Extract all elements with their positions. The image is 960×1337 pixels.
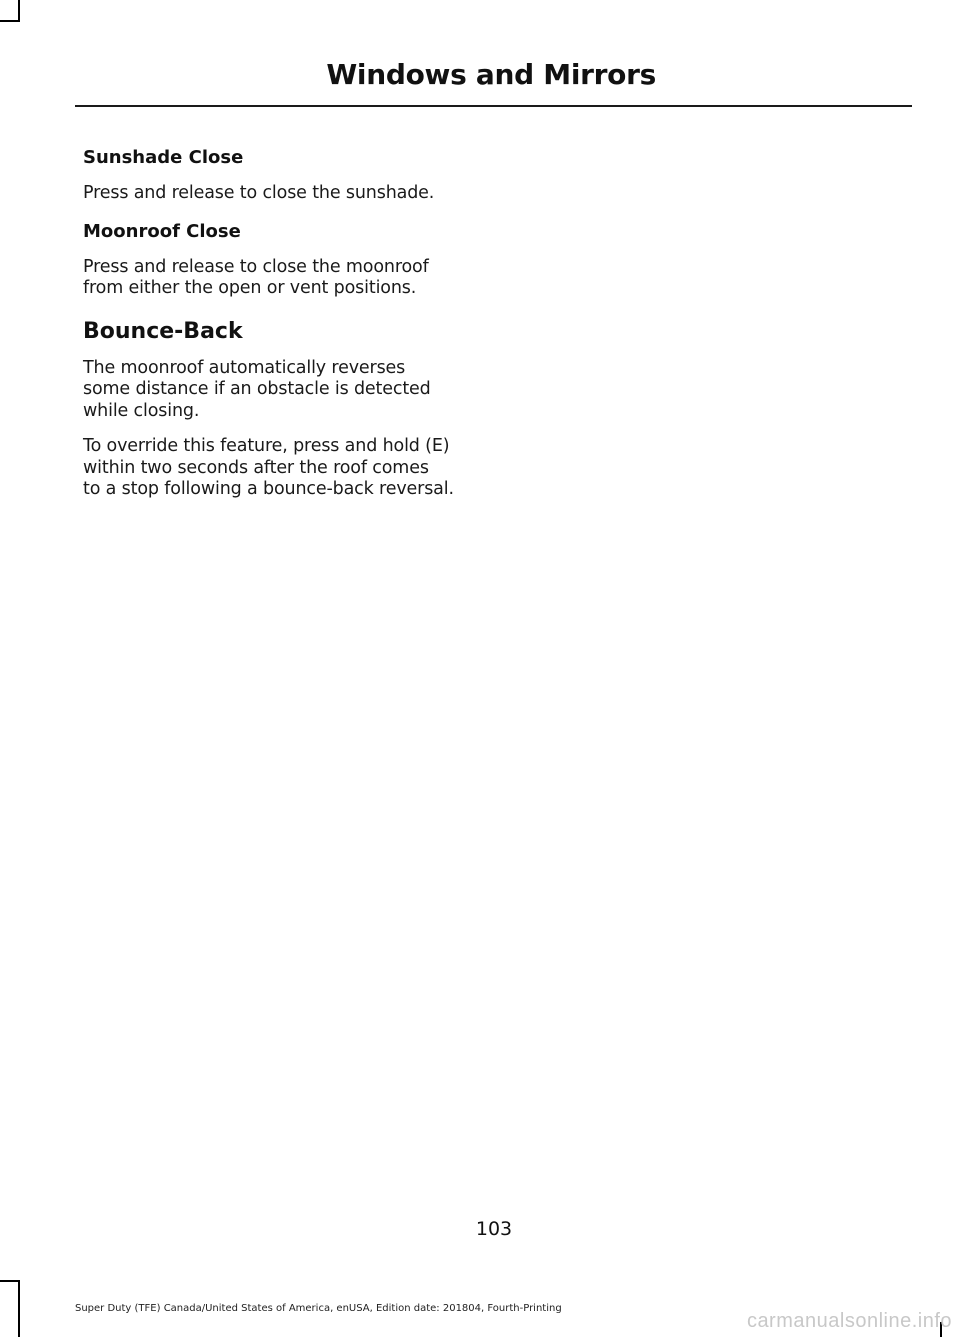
crop-mark-top-left-vertical	[18, 0, 20, 20]
crop-mark-top-left-horizontal	[0, 20, 20, 22]
moonroof-close-line-1: Press and release to close the moonroof	[83, 256, 429, 277]
header-divider	[75, 105, 912, 107]
page-title: Windows and Mirrors	[326, 58, 656, 91]
moonroof-close-line-2: from either the open or vent positions.	[83, 278, 417, 298]
bounce-back-paragraph-1	[83, 358, 483, 423]
moonroof-close-heading: Moonroof Close	[83, 220, 241, 242]
bounce-back-p2-line-2: within two seconds after the roof comes	[83, 457, 429, 478]
bounce-back-heading: Bounce-Back	[83, 318, 243, 344]
crop-mark-bottom-left-horizontal	[0, 1280, 20, 1282]
crop-mark-bottom-left-vertical	[18, 1280, 20, 1337]
sunshade-close-heading: Sunshade Close	[83, 147, 244, 168]
sunshade-close-text	[83, 183, 483, 205]
bounce-back-p1-line-2: some distance if an obstacle is detected	[83, 379, 431, 399]
bounce-back-p1-line-1: The moonroof automatically reverses	[83, 357, 406, 378]
main-content	[83, 145, 483, 515]
page-number: 103	[475, 1218, 513, 1240]
moonroof-close-text	[83, 257, 483, 300]
bounce-back-paragraph-2	[83, 436, 483, 501]
footer-edition-info: Super Duty (TFE) Canada/United States of America, enUSA, Edition date: 201804, Fourth-Printing	[75, 1303, 562, 1314]
watermark-logo: carmanualsonline.info	[746, 1310, 952, 1332]
bounce-back-p2-line-3: to a stop following a bounce-back reversal.	[83, 479, 454, 499]
bounce-back-p2-line-1: To override this feature, press and hold (E)	[83, 436, 450, 456]
sunshade-close-line: Press and release to close the sunshade.	[83, 183, 435, 203]
bounce-back-p1-line-3: while closing.	[83, 400, 200, 421]
